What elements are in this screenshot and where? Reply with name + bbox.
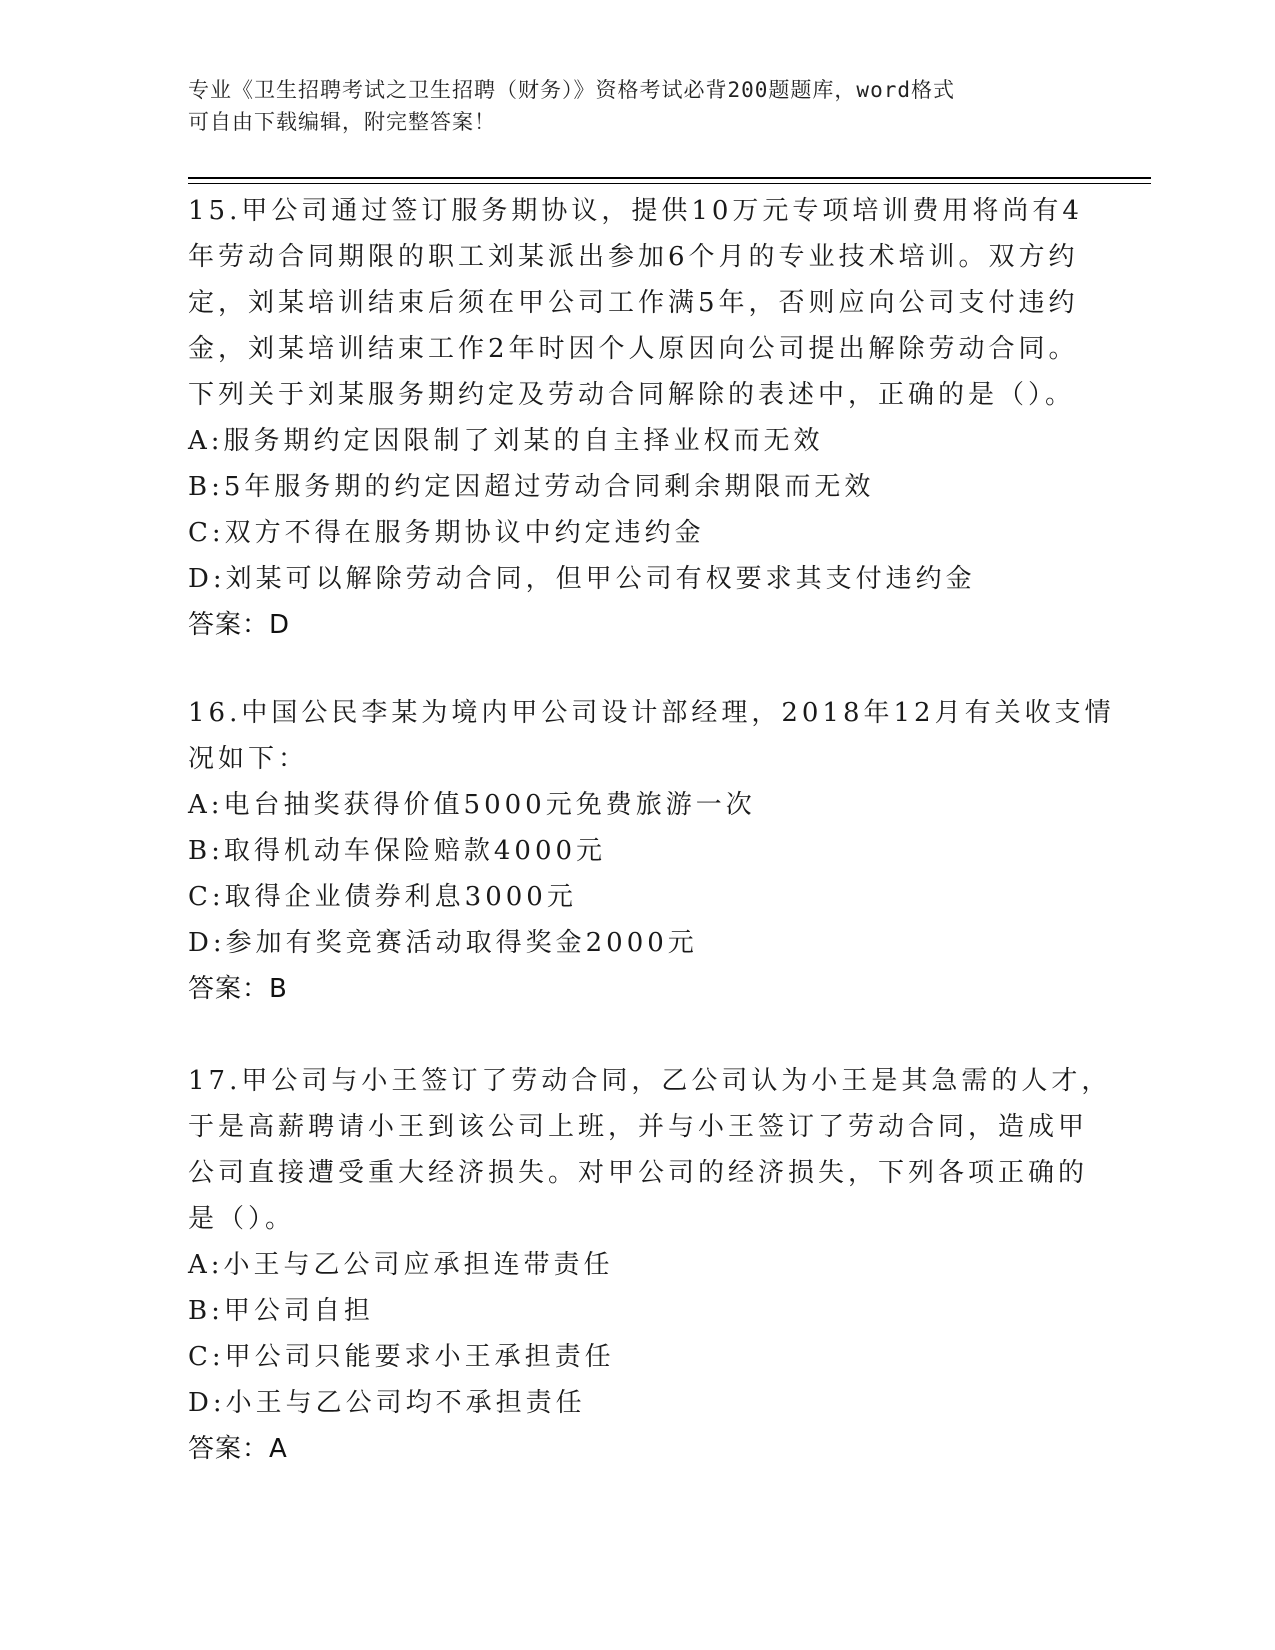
header-divider-thick bbox=[188, 177, 1151, 179]
question-stem-line: 15.甲公司通过签订服务期协议，提供10万元专项培训费用将尚有4 bbox=[188, 196, 1083, 226]
option-c: C:双方不得在服务期协议中约定违约金 bbox=[188, 518, 705, 548]
option-b: B:5年服务期的约定因超过劳动合同剩余期限而无效 bbox=[188, 472, 875, 502]
question-stem-line: 金，刘某培训结束工作2年时因个人原因向公司提出解除劳动合同。 bbox=[188, 334, 1079, 364]
option-b: B:甲公司自担 bbox=[188, 1296, 374, 1326]
answer-text: 答案：B bbox=[188, 974, 288, 1004]
question-stem-line: 于是高薪聘请小王到该公司上班，并与小王签订了劳动合同，造成甲 bbox=[188, 1112, 1089, 1142]
answer-text: 答案：A bbox=[188, 1434, 288, 1464]
option-c: C:甲公司只能要求小王承担责任 bbox=[188, 1342, 615, 1372]
option-d: D:参加有奖竞赛活动取得奖金2000元 bbox=[188, 928, 698, 958]
question-17 bbox=[188, 1058, 1112, 1472]
question-stem-line: 下列关于刘某服务期约定及劳动合同解除的表述中，正确的是（）。 bbox=[188, 380, 1076, 410]
option-c: C:取得企业债券利息3000元 bbox=[188, 882, 577, 912]
option-a: A:小王与乙公司应承担连带责任 bbox=[188, 1250, 614, 1280]
question-stem-line: 公司直接遭受重大经济损失。对甲公司的经济损失，下列各项正确的 bbox=[188, 1158, 1089, 1188]
option-d: D:刘某可以解除劳动合同，但甲公司有权要求其支付违约金 bbox=[188, 564, 976, 594]
document-header bbox=[188, 74, 1068, 138]
header-title-line-1: 专业《卫生招聘考试之卫生招聘（财务）》资格考试必背200题题库，word格式 bbox=[188, 78, 955, 102]
option-a: A:电台抽奖获得价值5000元免费旅游一次 bbox=[188, 790, 756, 820]
header-title-line-2: 可自由下载编辑，附完整答案！ bbox=[188, 110, 496, 134]
question-stem-line: 年劳动合同期限的职工刘某派出参加6个月的专业技术培训。双方约 bbox=[188, 242, 1079, 272]
answer-text: 答案：D bbox=[188, 610, 291, 640]
question-stem-line: 是（）。 bbox=[188, 1204, 296, 1234]
question-stem-line: 况如下： bbox=[188, 744, 309, 774]
question-15 bbox=[188, 188, 1088, 648]
header-divider-thin bbox=[188, 183, 1151, 184]
question-stem-line: 16.中国公民李某为境内甲公司设计部经理，2018年12月有关收支情 bbox=[188, 698, 1115, 728]
option-a: A:服务期约定因限制了刘某的自主择业权而无效 bbox=[188, 426, 824, 456]
question-16 bbox=[188, 690, 1115, 1012]
question-stem-line: 定，刘某培训结束后须在甲公司工作满5年，否则应向公司支付违约 bbox=[188, 288, 1079, 318]
option-d: D:小王与乙公司均不承担责任 bbox=[188, 1388, 586, 1418]
option-b: B:取得机动车保险赔款4000元 bbox=[188, 836, 607, 866]
question-stem-line: 17.甲公司与小王签订了劳动合同，乙公司认为小王是其急需的人才， bbox=[188, 1066, 1112, 1096]
